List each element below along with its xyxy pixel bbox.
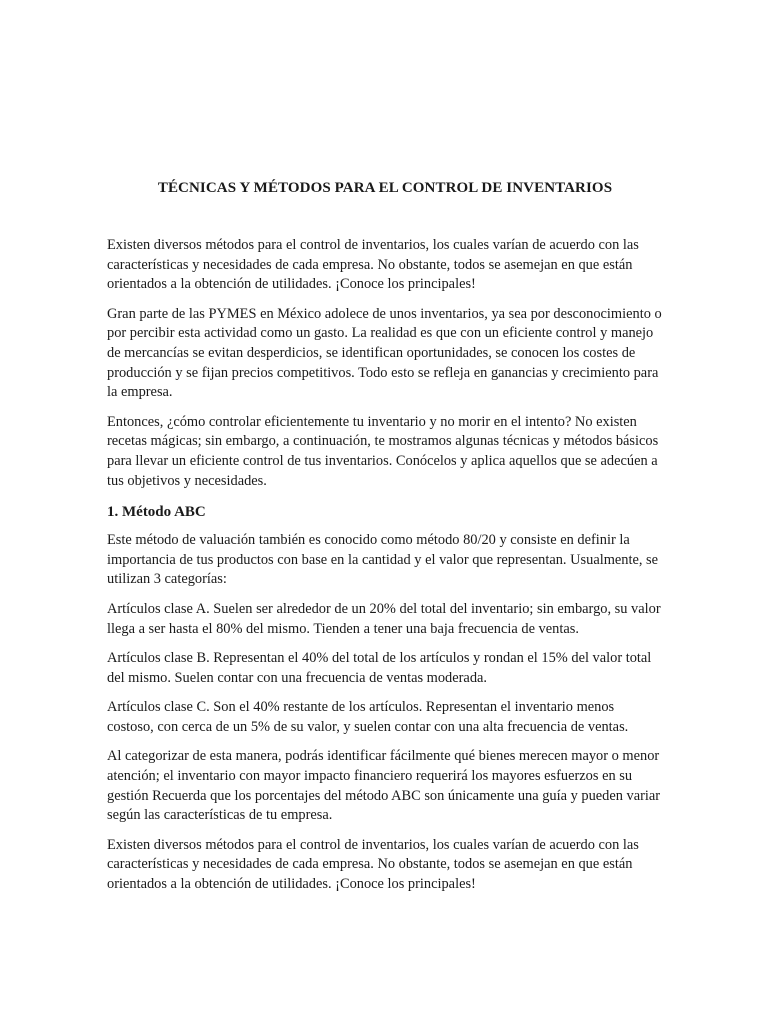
intro-paragraph: Gran parte de las PYMES en México adolece de unos inventarios, ya sea por desconocimiento o por percibir esta actividad como un gasto. La realidad es que con un eficiente control y manejo de mercancías se evitan desperdicios, se identifican oportunidades, se conocen los costes de producción y se fijan precios competitivos. Todo esto se refleja en ganancias y crecimiento para la empresa. [107,305,662,401]
document-page [107,176,663,905]
class-a-paragraph: Artículos clase A. Suelen ser alrededor de un 20% del total del inventario; sin embargo, su valor llega a ser hasta el 80% del mismo. Tienden a tener una baja frecuencia de ventas. [107,600,661,637]
intro-paragraph: Entonces, ¿cómo controlar eficientemente tu inventario y no morir en el intento? No existen recetas mágicas; sin embargo, a continuación, te mostramos algunas técnicas y métodos básicos para llevar un eficiente control de tus inventarios. Conócelos y aplica aquellos que se adecúen a tus objetivos y necesidades. [107,413,659,489]
intro-paragraph: Existen diversos métodos para el control de inventarios, los cuales varían de acuerdo con las características y necesidades de cada empresa. No obstante, todos se asemejan en que están orientados a la obtención de utilidades. ¡Conoce los principales! [107,237,639,293]
document-title: TÉCNICAS Y MÉTODOS PARA EL CONTROL DE INVENTARIOS [157,180,613,196]
section-heading-metodo-abc: 1. Método ABC [107,504,206,521]
section-paragraph: Existen diversos métodos para el control de inventarios, los cuales varían de acuerdo con las características y necesidades de cada empresa. No obstante, todos se asemejan en que están orientados a la obtención de utilidades. ¡Conoce los principales! [107,836,639,893]
class-c-paragraph: Artículos clase C. Son el 40% restante de los artículos. Representan el inventario menos costoso, con cerca de un 5% de su valor, y suelen contar con una alta frecuencia de ventas. [107,699,629,735]
section-paragraph: Este método de valuación también es conocido como método 80/20 y consiste en definir la importancia de tus productos con base en la cantidad y el valor que representan. Usualmente, se utilizan 3 categorías: [107,532,659,588]
class-b-paragraph: Artículos clase B. Representan el 40% del total de los artículos y rondan el 15% del valor total del mismo. Suelen contar con una frecuencia de ventas moderada. [107,650,652,686]
section-paragraph: Al categorizar de esta manera, podrás identificar fácilmente qué bienes merecen mayor o menor atención; el inventario con mayor impacto financiero requerirá los mayores esfuerzos en su gestión Recuerda que los porcentajes del método ABC son únicamente una guía y pueden variar según las características de tu empresa. [107,748,661,824]
